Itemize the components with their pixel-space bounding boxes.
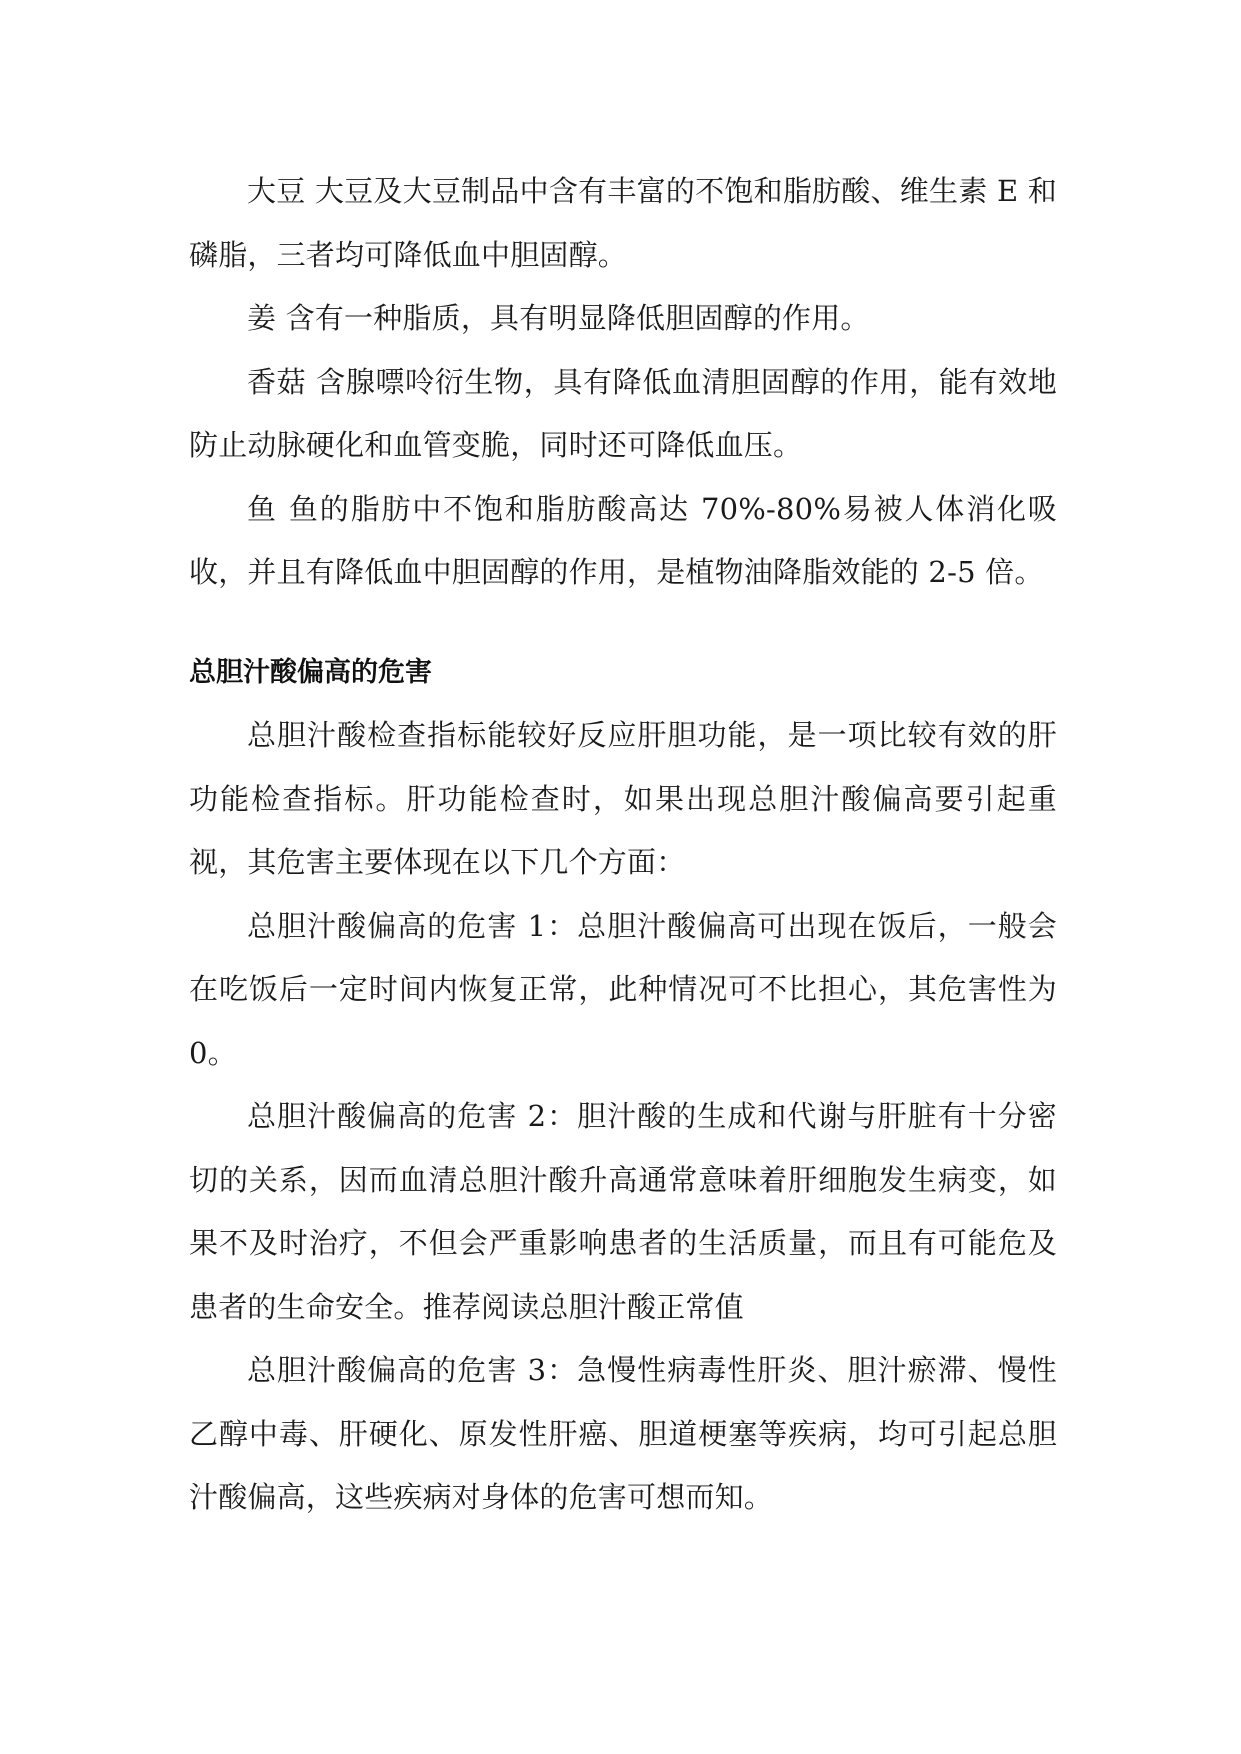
document-body (189, 160, 1057, 1530)
paragraph-harm-3: 总胆汁酸偏高的危害 3：急慢性病毒性肝炎、胆汁瘀滞、慢性乙醇中毒、肝硬化、原发性肝癌、胆道梗塞等疾病，均可引起总胆汁酸偏高，这些疾病对身体的危害可想而知。 (189, 1353, 1057, 1514)
paragraph-ginger: 姜 含有一种脂质，具有明显降低胆固醇的作用。 (247, 301, 870, 335)
paragraph-soybean: 大豆 大豆及大豆制品中含有丰富的不饱和脂肪酸、维生素 E 和磷脂，三者均可降低血中胆固醇。 (189, 174, 1057, 272)
paragraph-intro: 总胆汁酸检查指标能较好反应肝胆功能，是一项比较有效的肝功能检查指标。肝功能检查时，如果出现总胆汁酸偏高要引起重视，其危害主要体现在以下几个方面： (189, 718, 1057, 879)
paragraph-fish: 鱼 鱼的脂肪中不饱和脂肪酸高达 70%-80%易被人体消化吸收，并且有降低血中胆固醇的作用，是植物油降脂效能的 2-5 倍。 (189, 491, 1057, 589)
paragraph-harm-2: 总胆汁酸偏高的危害 2：胆汁酸的生成和代谢与肝脏有十分密切的关系，因而血清总胆汁酸升高通常意味着肝细胞发生病变，如果不及时治疗，不但会严重影响患者的生活质量，而且有可能危及患者的生命安全。推荐阅读总胆汁酸正常值 (189, 1099, 1057, 1324)
section-heading: 总胆汁酸偏高的危害 (189, 656, 432, 688)
paragraph-mushroom: 香菇 含腺嘌呤衍生物，具有降低血清胆固醇的作用，能有效地防止动脉硬化和血管变脆，同时还可降低血压。 (189, 364, 1057, 462)
paragraph-harm-1: 总胆汁酸偏高的危害 1：总胆汁酸偏高可出现在饭后，一般会在吃饭后一定时间内恢复正常，此种情况可不比担心，其危害性为 0。 (189, 908, 1057, 1070)
section-spacer (189, 605, 1057, 641)
